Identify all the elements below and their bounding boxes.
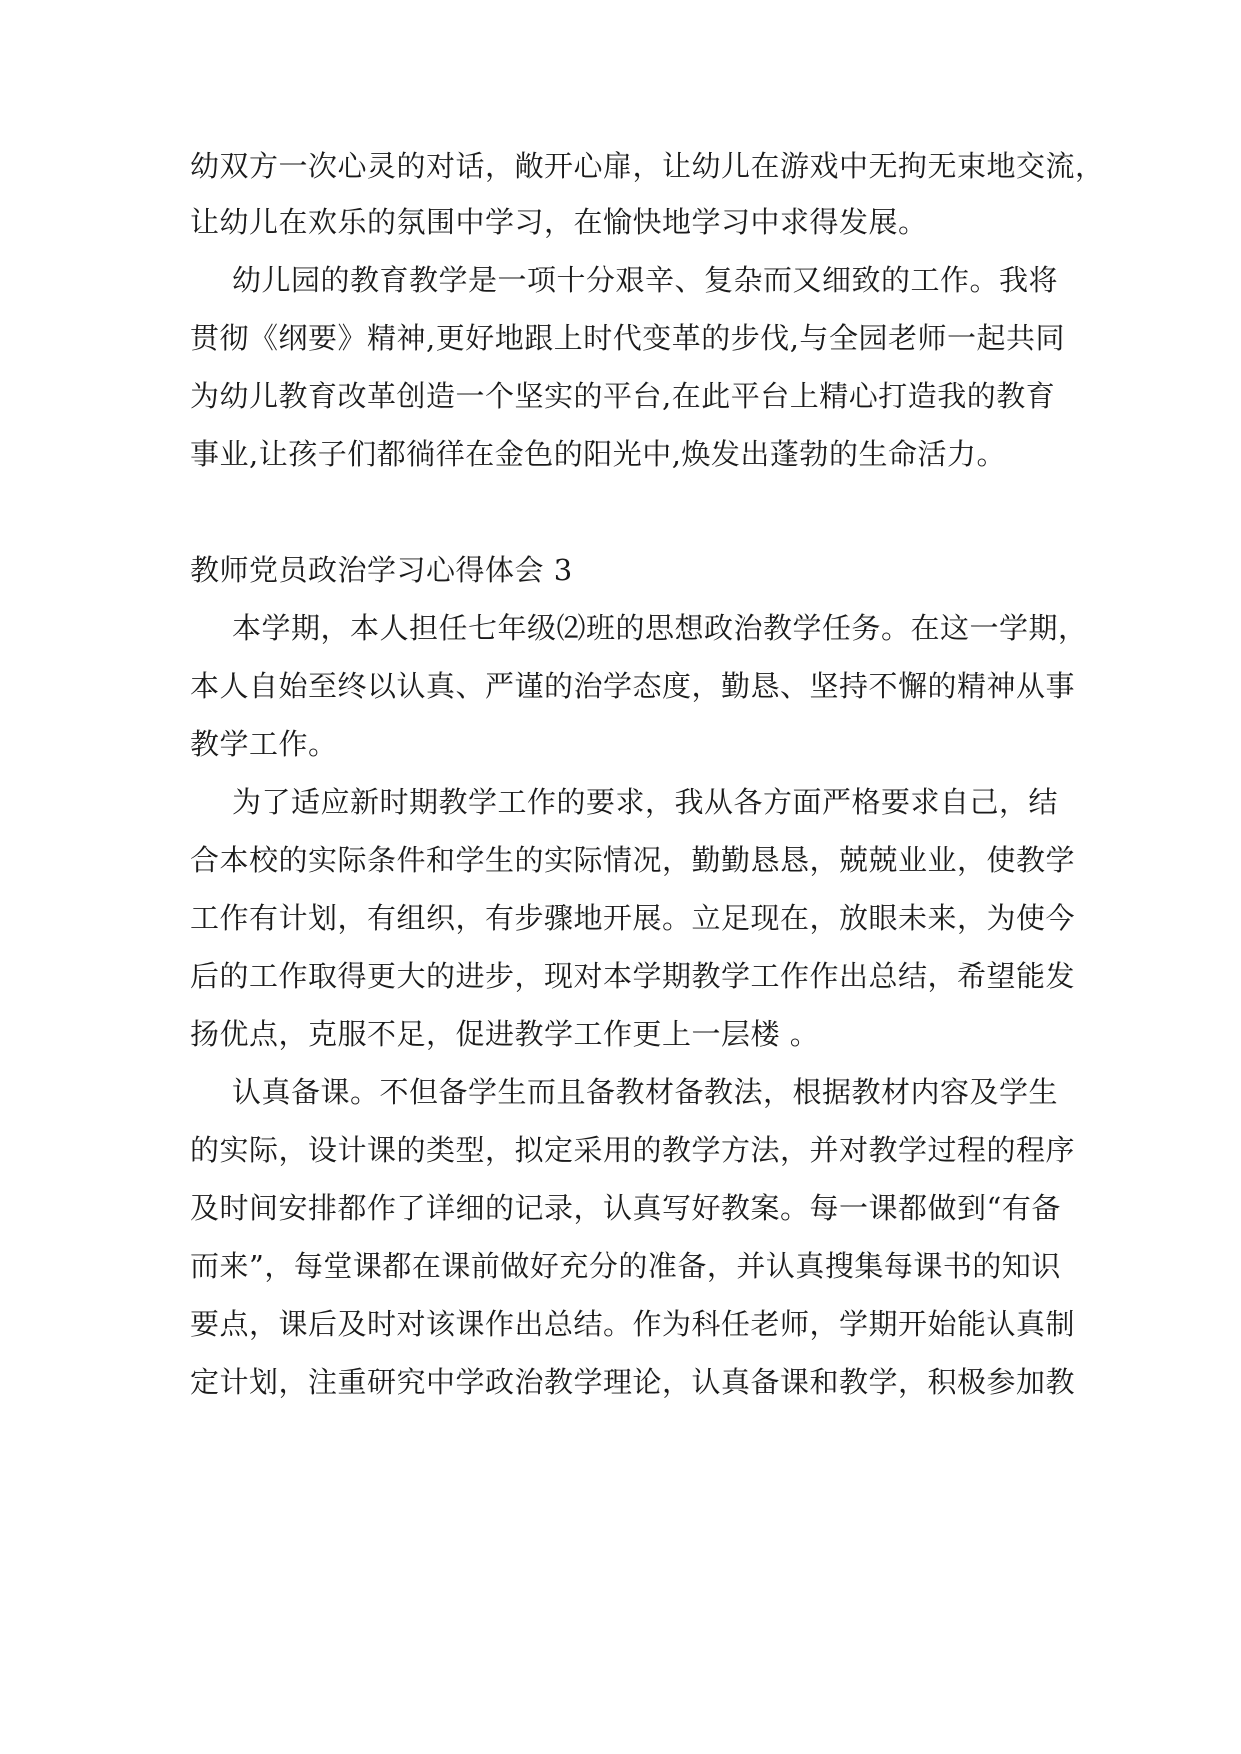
text-line: 扬优点，克服不足，促进教学工作更上一层楼 。 — [190, 1017, 820, 1051]
text-line: 工作有计划，有组织，有步骤地开展。立足现在，放眼未来，为使今 — [190, 901, 1076, 935]
section-heading: 教师党员政治学习心得体会 3 — [190, 553, 573, 587]
text-line: 要点，课后及时对该课作出总结。作为科任老师，学期开始能认真制 — [190, 1307, 1076, 1341]
text-line: 认真备课。不但备学生而且备教材备教法，根据教材内容及学生 — [232, 1075, 1059, 1109]
text-line: 事业,让孩子们都徜徉在金色的阳光中,焕发出蓬勃的生命活力。 — [190, 437, 1006, 471]
text-line: 幼儿园的教育教学是一项十分艰辛、复杂而又细致的工作。我将 — [232, 263, 1059, 297]
text-line: 贯彻《纲要》精神,更好地跟上时代变革的步伐,与全园老师一起共同 — [190, 321, 1065, 355]
text-line: 定计划，注重研究中学政治教学理论，认真备课和教学，积极参加教 — [190, 1365, 1076, 1399]
text-line: 本学期，本人担任七年级⑵班的思想政治教学任务。在这一学期， — [232, 611, 1088, 645]
text-line: 为了适应新时期教学工作的要求，我从各方面严格要求自己，结 — [232, 785, 1059, 819]
text-line: 幼双方一次心灵的对话，敞开心扉，让幼儿在游戏中无拘无束地交流， — [190, 149, 1105, 183]
text-line: 为幼儿教育改革创造一个坚实的平台,在此平台上精心打造我的教育 — [190, 379, 1056, 413]
text-line: 让幼儿在欢乐的氛围中学习，在愉快地学习中求得发展。 — [190, 205, 928, 239]
text-line: 教学工作。 — [190, 727, 338, 761]
text-line: 合本校的实际条件和学生的实际情况，勤勤恳恳，兢兢业业，使教学 — [190, 843, 1076, 877]
text-line: 的实际，设计课的类型，拟定采用的教学方法，并对教学过程的程序 — [190, 1133, 1076, 1167]
text-line: 而来”，每堂课都在课前做好充分的准备，并认真搜集每课书的知识 — [190, 1249, 1061, 1283]
text-line: 及时间安排都作了详细的记录，认真写好教案。每一课都做到“有备 — [190, 1191, 1061, 1225]
text-line: 后的工作取得更大的进步，现对本学期教学工作作出总结，希望能发 — [190, 959, 1076, 993]
text-line: 本人自始至终以认真、严谨的治学态度，勤恳、坚持不懈的精神从事 — [190, 669, 1076, 703]
